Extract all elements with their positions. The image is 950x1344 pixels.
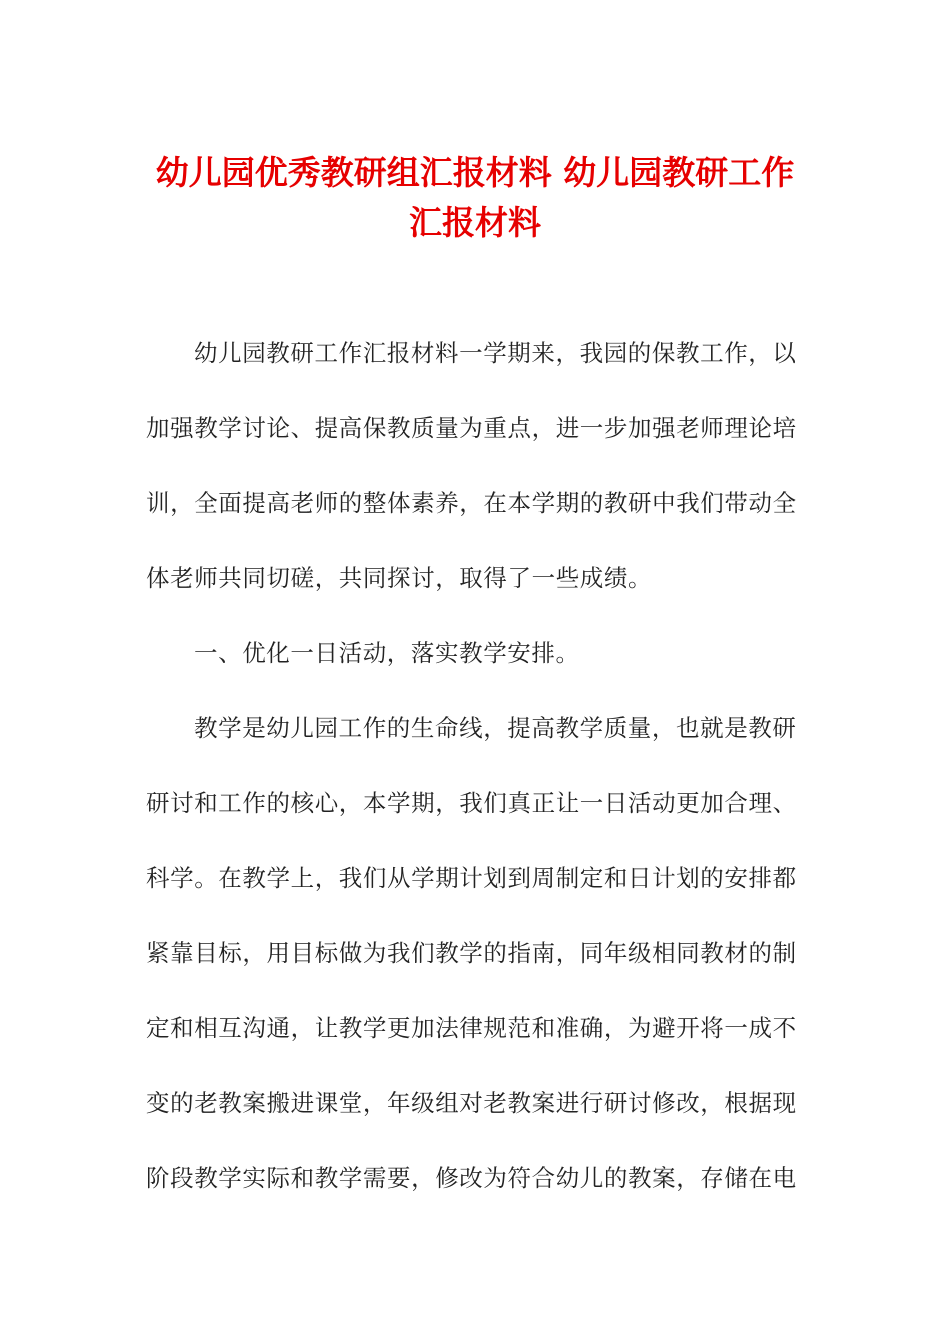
title-line-1: 幼儿园优秀教研组汇报材料 幼儿园教研工作 (155, 153, 795, 192)
section-heading-1: 一、优化一日活动，落实教学安排。 (194, 639, 580, 667)
paragraph-1-line-4: 体老师共同切磋，共同探讨，取得了一些成绩。 (146, 564, 653, 592)
paragraph-1-line-2: 加强教学讨论、提高保教质量为重点，进一步加强老师理论培 (146, 414, 797, 442)
title-line-2: 汇报材料 (409, 203, 541, 242)
paragraph-3-line-3: 科学。在教学上，我们从学期计划到周制定和日计划的安排都 (146, 864, 797, 892)
paragraph-3-line-6: 变的老教案搬进课堂，年级组对老教案进行研讨修改，根据现 (146, 1089, 797, 1117)
document-body (146, 333, 796, 1233)
paragraph-3-line-7: 阶段教学实际和教学需要，修改为符合幼儿的教案，存储在电 (146, 1164, 797, 1192)
paragraph-3-line-1: 教学是幼儿园工作的生命线，提高教学质量，也就是教研 (194, 714, 797, 742)
paragraph-1-line-3: 训，全面提高老师的整体素养，在本学期的教研中我们带动全 (146, 489, 797, 517)
paragraph-1-line-1: 幼儿园教研工作汇报材料一学期来，我园的保教工作，以 (194, 339, 797, 367)
paragraph-3-line-4: 紧靠目标，用目标做为我们教学的指南，同年级相同教材的制 (146, 939, 797, 967)
document-title (100, 148, 850, 248)
paragraph-3-line-2: 研讨和工作的核心，本学期，我们真正让一日活动更加合理、 (146, 789, 797, 817)
paragraph-3-line-5: 定和相互沟通，让教学更加法律规范和准确，为避开将一成不 (146, 1014, 797, 1042)
